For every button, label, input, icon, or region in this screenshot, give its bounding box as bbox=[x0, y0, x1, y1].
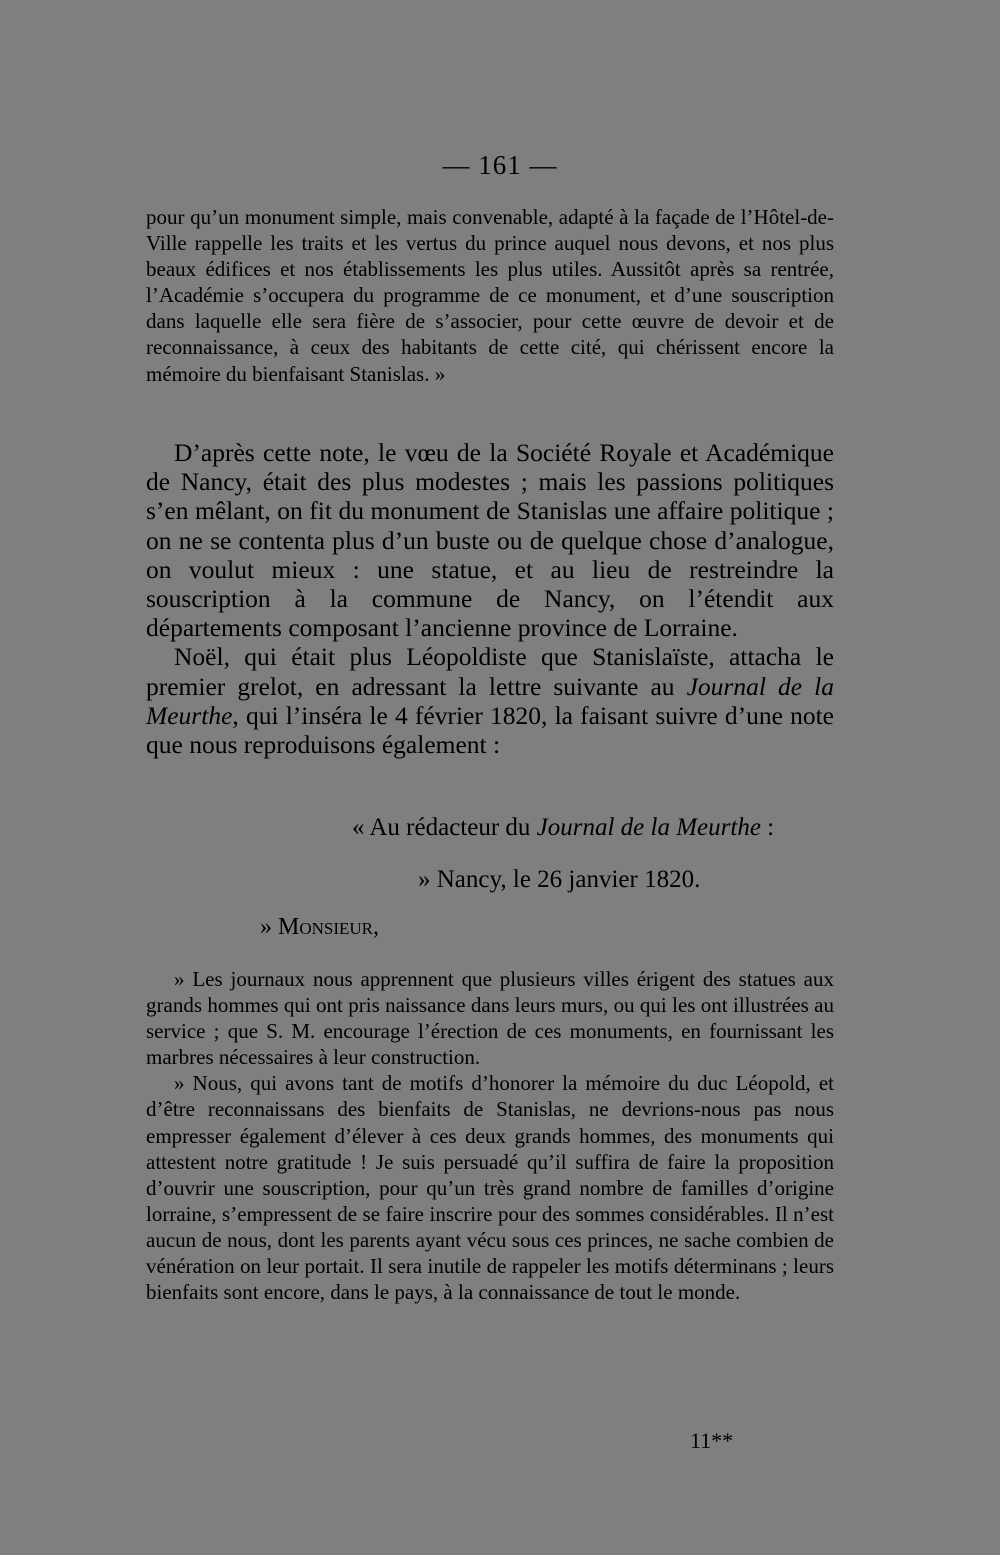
body-paragraph-2-end: , qui l’inséra le 4 février 1820, la faisant suivre d’une note que nous reproduisons également : bbox=[146, 700, 834, 760]
quote-continuation-block bbox=[146, 204, 834, 387]
salutation-word: Monsieur, bbox=[278, 914, 380, 940]
letter-address-suffix: : bbox=[760, 814, 775, 841]
main-text-block bbox=[146, 438, 834, 759]
letter-paragraph-2: » Nous, qui avons tant de motifs d’honorer la mémoire du duc Léopold, et d’être reconnaissans des bienfaits de Stanislas, ne devrions-nous pas nous empresser également d’élever à ces deux grands hommes, des monuments qui attestent notre gratitude ! Je suis persuadé qu’il suffira de faire la proposition d’ouvrir une souscription, pour qu’un très grand nombre de familles d’origine lorraine, s’empressent de se faire inscrire pour des sommes considérables. Il n’est aucun de nous, dont les parents ayant vécu sous ces princes, ne sache combien de vénération on leur portait. Il sera inutile de rappeler les motifs déterminans ; leurs bienfaits sont encore, dans le pays, à la connaissance de tout le monde. bbox=[146, 1071, 834, 1305]
letter-salutation bbox=[260, 914, 379, 941]
body-paragraph-2 bbox=[146, 642, 834, 759]
letter-body-block bbox=[146, 966, 834, 1305]
signature-mark: 11** bbox=[690, 1428, 734, 1453]
letter-address bbox=[352, 814, 774, 842]
letter-paragraph-1: » Les journaux nous apprennent que plusieurs villes érigent des statues aux grands hommes qui ont pris naissance dans leurs murs, ou qui les ont illustrées au service ; que S. M. encourage l’érection de ces monuments, en fournissant les marbres nécessaires à leur construction. bbox=[146, 967, 834, 1070]
body-paragraph-2-start: Noël, qui était plus Léopoldiste que Stanislaïste, attacha le premier grelot, en adressant la lettre suivante au bbox=[146, 642, 834, 701]
body-paragraph-1: D’après cette note, le vœu de la Société Royale et Académique de Nancy, était des plus modestes ; mais les passions politiques s’en mêlant, on fit du monument de Stanislas une affaire politique ; on ne se contenta plus d’un buste ou de quelque chose d’analogue, on voulut mieux : une statue, et au lieu de restreindre la souscription à la commune de Nancy, on l’étendit aux départements composant l’ancienne province de Lorraine. bbox=[146, 438, 834, 643]
letter-dateline: » Nancy, le 26 janvier 1820. bbox=[418, 866, 701, 893]
page-number: — 161 — bbox=[442, 150, 558, 180]
journal-title: Journal de la Meurthe bbox=[146, 671, 835, 730]
letter-address-journal: Journal de la Meurthe bbox=[536, 814, 761, 841]
quote-continuation-paragraph: pour qu’un monument simple, mais convenable, adapté à la façade de l’Hôtel-de-Ville rappelle les traits et les vertus du prince auquel nous devons, et nos plus beaux édifices et nos établissements les plus utiles. Aussitôt après sa rentrée, l’Académie s’occupera du programme de ce monument, et d’une souscription dans laquelle elle sera fière de s’associer, pour cette œuvre de devoir et de reconnaissance, à ceux des habitants de cette cité, qui chérissent encore la mémoire du bienfaisant Stanislas. » bbox=[146, 205, 834, 386]
letter-address-prefix: « Au rédacteur du bbox=[352, 814, 537, 841]
salutation-prefix: » bbox=[260, 914, 278, 940]
